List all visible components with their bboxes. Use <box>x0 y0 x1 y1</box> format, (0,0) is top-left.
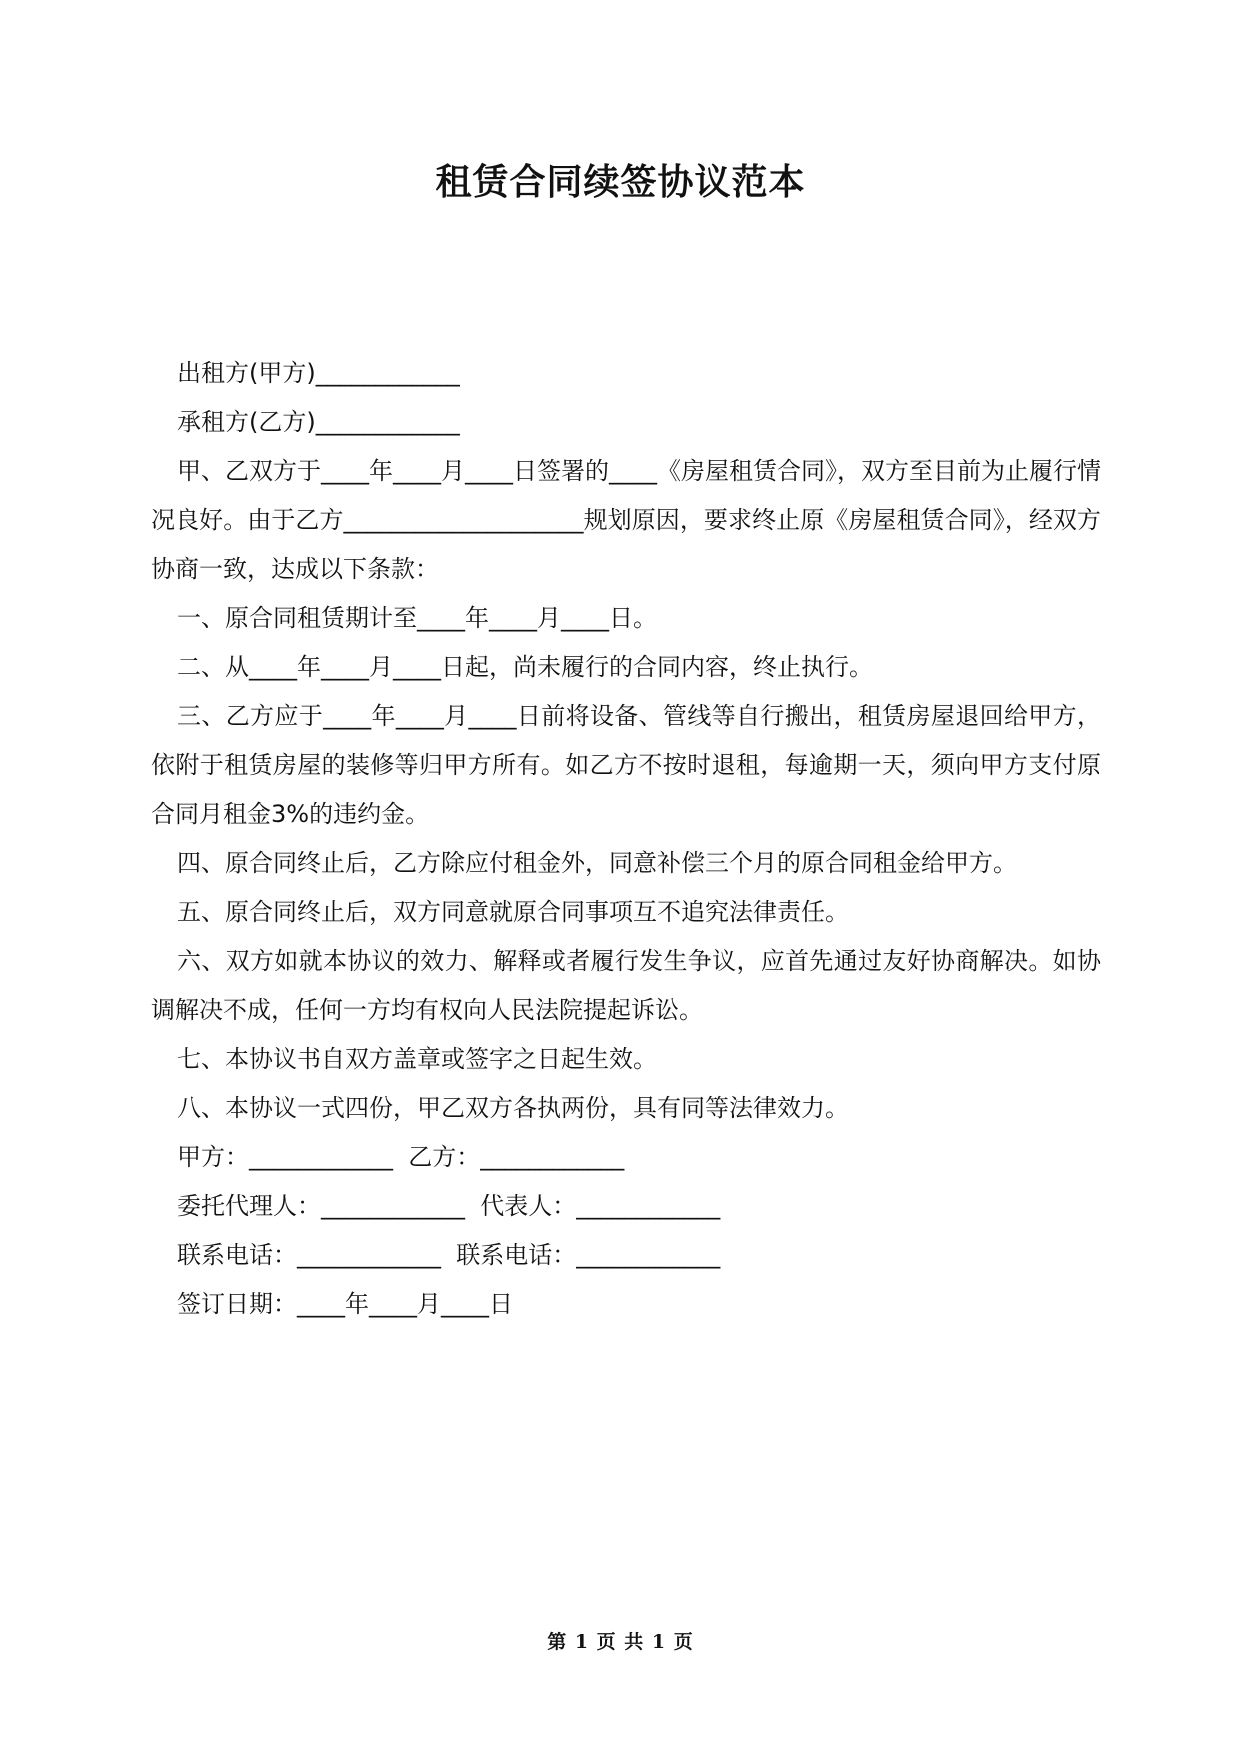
signature-agents-line: 委托代理人：____________ 代表人：____________ <box>177 1192 721 1220</box>
document-title: 租赁合同续签协议范本 <box>435 162 806 203</box>
clause-1: 一、原合同租赁期计至____年____月____日。 <box>177 604 657 632</box>
clause-8: 八、本协议一式四份，甲乙双方各执两份，具有同等法律效力。 <box>177 1094 849 1122</box>
preamble-paragraph: 甲、乙双方于____年____月____日签署的____《房屋租赁合同》，双方至目前为止履行情况良好。由于乙方____________________规划原因，要求终止原《房屋租赁合同》，经双方协商一致，达成以下条款： <box>151 457 1101 583</box>
signature-phones-line: 联系电话：____________ 联系电话：____________ <box>177 1241 721 1269</box>
party-b-line: 承租方(乙方)____________ <box>177 408 460 436</box>
signature-parties-line: 甲方：____________ 乙方：____________ <box>177 1143 625 1171</box>
clause-7: 七、本协议书自双方盖章或签字之日起生效。 <box>177 1045 657 1073</box>
page-footer: 第 1 页 共 1 页 <box>547 1631 694 1653</box>
clause-2: 二、从____年____月____日起，尚未履行的合同内容，终止执行。 <box>177 653 873 681</box>
signing-date-line: 签订日期：____年____月____日 <box>177 1290 513 1318</box>
clause-6: 六、双方如就本协议的效力、解释或者履行发生争议，应首先通过友好协商解决。如协调解决不成，任何一方均有权向人民法院提起诉讼。 <box>151 947 1101 1024</box>
document-body <box>151 349 1101 1329</box>
clause-5: 五、原合同终止后，双方同意就原合同事项互不追究法律责任。 <box>177 898 849 926</box>
party-a-line: 出租方(甲方)____________ <box>177 359 460 387</box>
clause-3: 三、乙方应于____年____月____日前将设备、管线等自行搬出，租赁房屋退回给甲方，依附于租赁房屋的装修等归甲方所有。如乙方不按时退租，每逾期一天，须向甲方支付原合同月租金3%的违约金。 <box>151 702 1101 828</box>
clause-4: 四、原合同终止后，乙方除应付租金外，同意补偿三个月的原合同租金给甲方。 <box>177 849 1017 877</box>
